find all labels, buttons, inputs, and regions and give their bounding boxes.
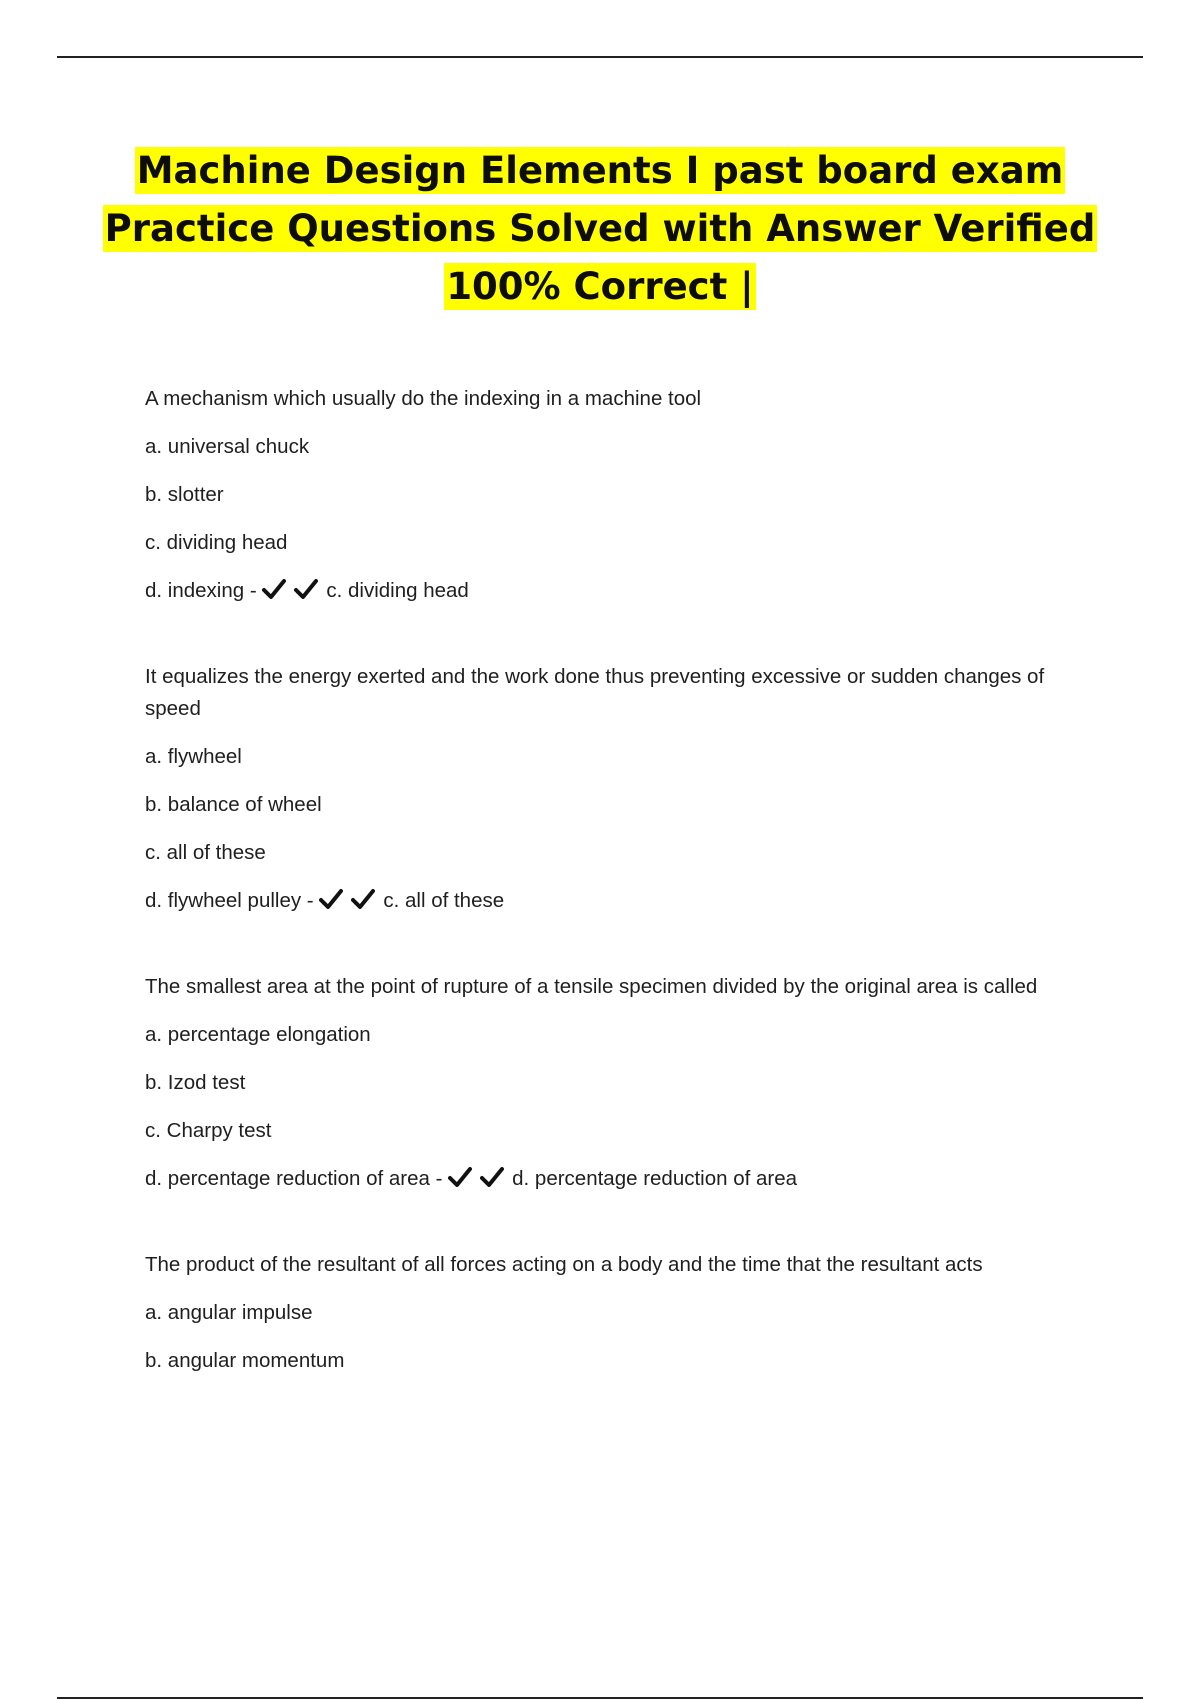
answer-text: d. percentage reduction of area: [512, 1167, 798, 1190]
option-c: c. Charpy test: [145, 1119, 272, 1142]
option-d: d. indexing -: [145, 579, 263, 602]
check-icon: [351, 888, 375, 910]
option-d-with-answer: [145, 885, 1095, 917]
check-icon: [294, 578, 318, 600]
check-icon: [262, 578, 286, 600]
question-text: The smallest area at the point of rupture of a tensile specimen divided by the original area is called: [145, 975, 1038, 998]
question-text: A mechanism which usually do the indexing in a machine tool: [145, 387, 702, 410]
question-1: [145, 383, 1095, 607]
option-a: a. percentage elongation: [145, 1023, 371, 1046]
answer-text: c. dividing head: [326, 579, 469, 602]
question-4: [145, 1249, 1095, 1377]
title-line-3: 100% Correct |: [446, 265, 754, 308]
document-title: [0, 142, 1200, 316]
option-d: d. percentage reduction of area -: [145, 1167, 449, 1190]
check-icon: [319, 888, 343, 910]
option-b: b. angular momentum: [145, 1349, 345, 1372]
option-c: c. all of these: [145, 841, 266, 864]
question-list: [145, 383, 1095, 1417]
title-line-1: Machine Design Elements I past board exam: [136, 149, 1064, 192]
option-c: c. dividing head: [145, 531, 288, 554]
option-d-with-answer: [145, 575, 1095, 607]
question-2: [145, 661, 1095, 917]
question-text: The product of the resultant of all forces acting on a body and the time that the resultant acts: [145, 1253, 983, 1276]
question-text: It equalizes the energy exerted and the work done thus preventing excessive or sudden changes of speed: [145, 665, 1045, 720]
option-a: a. angular impulse: [145, 1301, 313, 1324]
check-icon: [480, 1166, 504, 1188]
bottom-rule: [57, 1697, 1143, 1699]
option-b: b. balance of wheel: [145, 793, 322, 816]
answer-text: c. all of these: [383, 889, 505, 912]
check-icon: [448, 1166, 472, 1188]
title-line-2: Practice Questions Solved with Answer Verified: [104, 207, 1096, 250]
top-rule: [57, 56, 1143, 58]
option-d: d. flywheel pulley -: [145, 889, 320, 912]
option-a: a. universal chuck: [145, 435, 310, 458]
option-b: b. slotter: [145, 483, 224, 506]
option-d-with-answer: [145, 1163, 1095, 1195]
option-b: b. Izod test: [145, 1071, 246, 1094]
option-a: a. flywheel: [145, 745, 242, 768]
question-3: [145, 971, 1095, 1195]
